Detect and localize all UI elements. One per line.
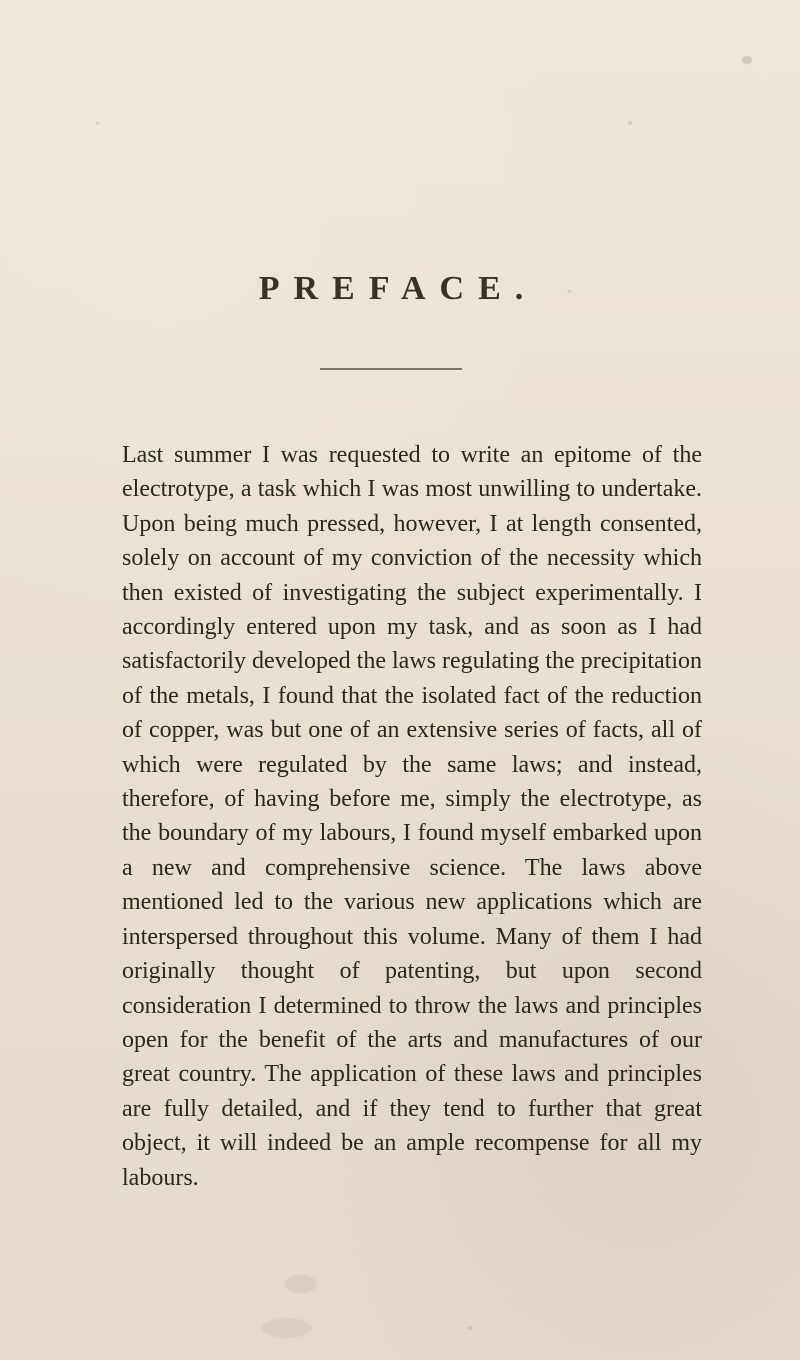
title-divider (320, 368, 462, 370)
paper-speck (96, 122, 99, 125)
paper-speck (742, 56, 752, 64)
paper-speck (262, 1318, 312, 1338)
paper-speck (628, 121, 632, 125)
paper-speck (568, 290, 571, 293)
paper-speck (468, 1326, 472, 1330)
preface-paragraph: Last summer I was requested to write an epitome of the electrotype, a task which I was most unwilling to undertake. Upon being much pressed, however, I at length consented, solely on account of my conviction of the necessity which then existed of investigating the subject experimentally. I accordingly entered upon my task, and as soon as I had satisfactorily developed the laws regulating the precipitation of the metals, I found that the isolated fact of the reduction of copper, was but one of an extensive series of facts, all of which were regulated by the same laws; and instead, therefore, of having before me, simply the electrotype, as the boundary of my labours, I found myself embarked upon a new and comprehensive science. The laws above mentioned led to the various new applications which are interspersed throughout this volume. Many of them I had originally thought of patenting, but upon second consideration I determined to throw the laws and principles open for the benefit of the arts and manufactures of our great country. The application of these laws and principles are fully detailed, and if they tend to further that great object, it will indeed be an ample recompense for all my labours. (122, 442, 702, 1191)
paper-speck (285, 1275, 317, 1293)
page-title: PREFACE. (258, 270, 538, 307)
